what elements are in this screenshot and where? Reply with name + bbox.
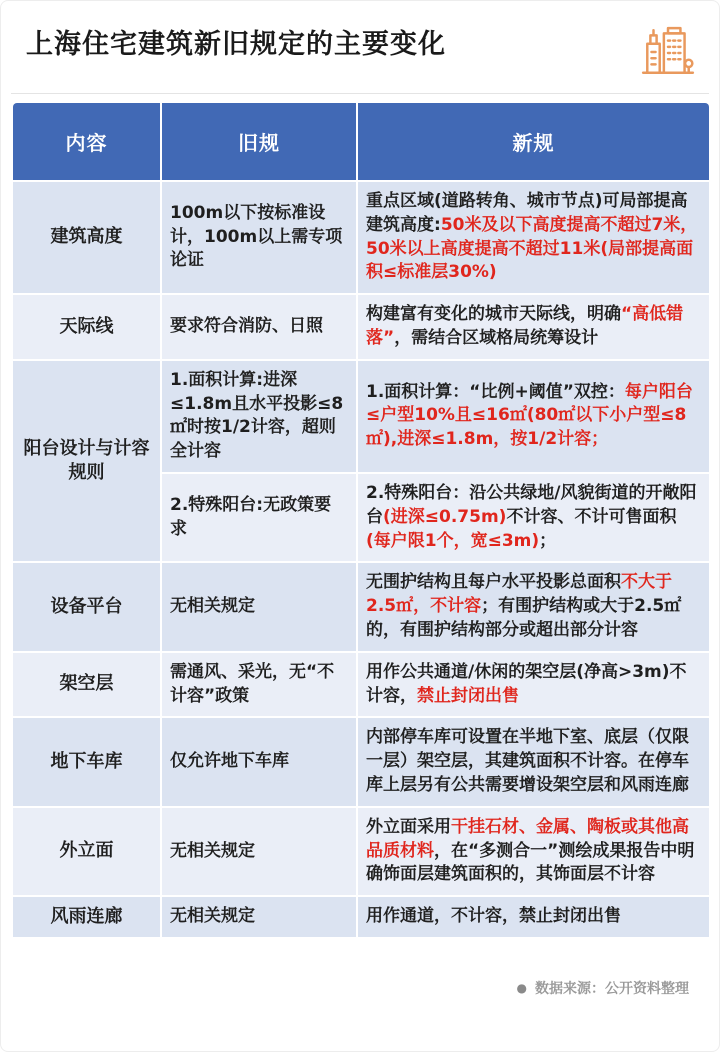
header-section — [26, 27, 697, 83]
cell-new-rule — [358, 718, 709, 805]
row-label: 天际线 — [13, 295, 160, 359]
page-title: 上海住宅建筑新旧规定的主要变化 — [26, 29, 446, 60]
highlight-text: (每户限1个，宽≤3m) — [366, 530, 540, 551]
row-label: 风雨连廊 — [13, 897, 160, 937]
source-text: 数据来源：公开资料整理 — [535, 981, 689, 997]
table-row — [13, 653, 709, 717]
highlight-text: (进深≤0.75m) — [383, 506, 507, 527]
header-cell-old: 旧规 — [162, 103, 356, 180]
cell-new-rule — [358, 182, 709, 293]
header-row — [13, 103, 709, 180]
cell-old-rule — [162, 361, 356, 472]
body-text: 1.面积计算:进深≤1.8m且水平投影≤8㎡时按1/2计容，超则全计容 — [170, 369, 344, 462]
body-text: ，需结合区域格局统筹设计 — [394, 327, 599, 348]
title-divider — [11, 93, 709, 94]
body-text: 不计容、不计可售面积 — [506, 506, 677, 527]
body-text: 无相关规定 — [170, 906, 255, 927]
body-text: 重点区域(道路转角、城市节点)可局部提高建筑高度: — [366, 191, 688, 235]
cell-new-rule — [358, 295, 709, 359]
row-label: 设备平台 — [13, 563, 160, 650]
table-row — [13, 897, 709, 937]
table-row — [13, 361, 709, 472]
table-row — [13, 295, 709, 359]
table-row — [13, 718, 709, 805]
table-row — [13, 182, 709, 293]
row-label: 地下车库 — [13, 718, 160, 805]
table-header — [13, 103, 709, 180]
body-text: 内部停车库可设置在半地下室、底层（仅限一层）架空层，其建筑面积不计容。在停车库上层另有公共需要增设架空层和风雨连廊 — [366, 727, 689, 795]
table-row — [13, 808, 709, 895]
header-cell-content: 内容 — [13, 103, 160, 180]
cell-new-rule — [358, 563, 709, 650]
body-text: 构建富有变化的城市天际线，明确 — [366, 304, 621, 325]
cell-new-rule — [358, 653, 709, 717]
body-text: ； — [539, 530, 557, 551]
body-text: 用作通道，不计容，禁止封闭出售 — [366, 906, 621, 927]
cell-old-rule — [162, 182, 356, 293]
body-text: 无围护结构且每户水平投影总面积 — [366, 572, 621, 593]
body-text: 外立面采用 — [366, 816, 451, 837]
cell-new-rule — [358, 361, 709, 472]
highlight-text: 不大于2.5㎡，不计容 — [366, 572, 672, 617]
body-text: 用作公共通道/休闲的架空层(净高>3m)不计容， — [366, 661, 687, 706]
body-text: 100m以下按标准设计，100m以上需专项论证 — [170, 202, 343, 271]
highlight-text: “高低错落” — [366, 304, 684, 348]
body-text: ，在“多测合一”测绘成果报告中明确饰面层建筑面积的，其饰面层不计容 — [366, 840, 695, 885]
cell-old-rule — [162, 718, 356, 805]
comparison-table — [11, 101, 711, 939]
row-label: 阳台设计与计容规则 — [13, 361, 160, 562]
body-text: 无相关规定 — [170, 596, 255, 617]
source-note — [517, 978, 689, 998]
cell-old-rule — [162, 653, 356, 717]
body-text: 需通风、采光，无“不计容”政策 — [170, 661, 335, 706]
bullet-icon: ● — [516, 981, 527, 995]
body-text: 要求符合消防、日照 — [170, 316, 323, 337]
body-text: 仅允许地下车库 — [170, 751, 289, 772]
body-text: 无相关规定 — [170, 840, 255, 861]
body-text: 2.特殊阳台:无政策要求 — [170, 494, 332, 539]
cell-new-rule — [358, 808, 709, 895]
city-buildings-icon — [639, 25, 697, 83]
row-label: 架空层 — [13, 653, 160, 717]
cell-new-rule — [358, 474, 709, 561]
table-row — [13, 563, 709, 650]
header-cell-new: 新规 — [358, 103, 709, 180]
cell-old-rule — [162, 563, 356, 650]
row-label: 外立面 — [13, 808, 160, 895]
body-text: 2.特殊阳台：沿公共绿地/风貌街道的开敞阳台 — [366, 482, 697, 527]
cell-old-rule — [162, 295, 356, 359]
cell-old-rule — [162, 474, 356, 561]
highlight-text: 每户阳台≤户型10%且≤16㎡(80㎡以下小户型≤8㎡),进深≤1.8m，按1/2计容； — [366, 381, 693, 450]
highlight-text: 50米及以下高度提高不超过7米，50米以上高度提高不超过11米(局部提高面积≤标准层30%) — [366, 214, 698, 283]
highlight-text: 禁止封闭出售 — [417, 685, 519, 706]
table-body — [13, 182, 709, 937]
body-text: 1.面积计算：“比例+阈值”双控： — [366, 381, 625, 402]
cell-old-rule — [162, 897, 356, 937]
cell-new-rule — [358, 897, 709, 937]
cell-old-rule — [162, 808, 356, 895]
row-label: 建筑高度 — [13, 182, 160, 293]
body-text: ；有围护结构或大于2.5㎡的，有围护结构部分或超出部分计容 — [366, 596, 682, 640]
highlight-text: 干挂石材、金属、陶板或其他高品质材料 — [366, 816, 689, 861]
